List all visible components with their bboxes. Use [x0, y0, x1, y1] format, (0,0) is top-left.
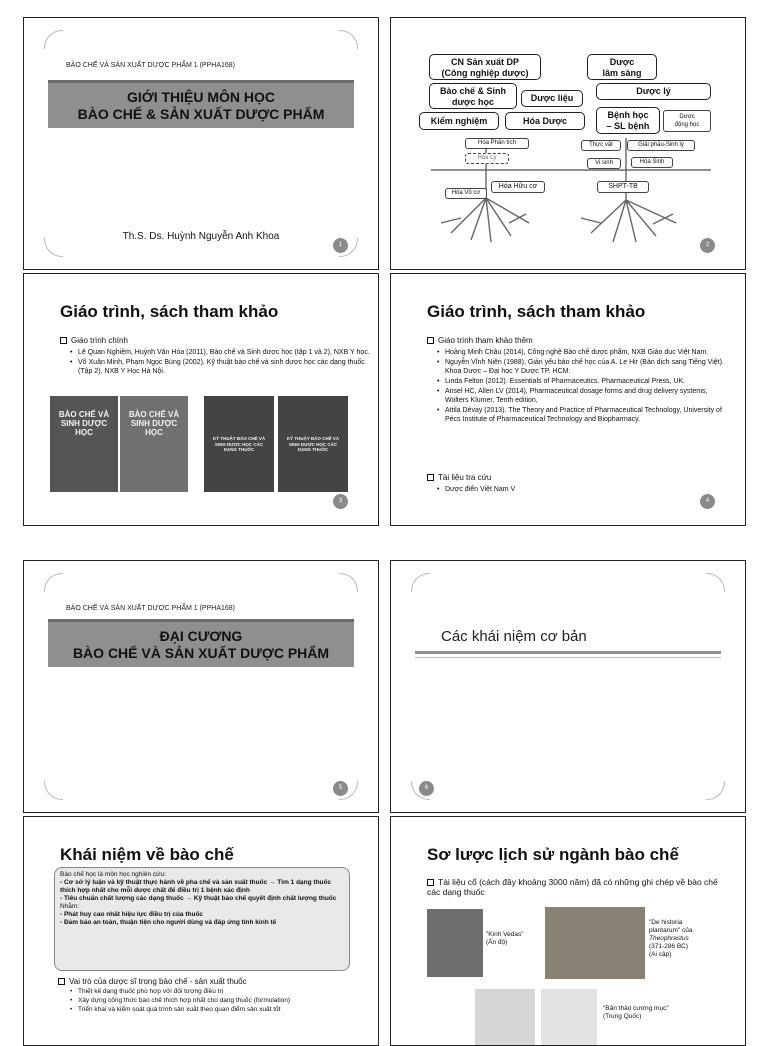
slide-3 [23, 273, 379, 526]
title-line-1: ĐẠI CƯƠNG [159, 628, 243, 644]
course-code: BÀO CHẾ VÀ SẢN XUẤT DƯỢC PHẨM 1 (PPHA168) [66, 62, 236, 69]
node-hoa-duoc: Hóa Dược [505, 112, 585, 130]
list-item: • Xây dựng công thức bào chế thích hợp nhất cho dạng thuốc (formulation) [70, 997, 360, 1005]
list-item: • Dược điển Việt Nam V [437, 485, 727, 494]
list-item: • Nguyễn Vĩnh Niên (1988), Giản yếu bào chế học của A. Le Hir (Bản dịch sang Tiếng Việt). Khoa Dược – Đại học Y Dược TP. HCM. [437, 358, 727, 376]
node-thuc-vat: Thực vật [581, 140, 621, 151]
section-heading: Vai trò của dược sĩ trong bào chế - sản xuất thuốc [58, 977, 247, 986]
author: Th.S. Ds. Huỳnh Nguyễn Anh Khoa [122, 231, 280, 242]
list-item: • Ansel HC, Allen LV (2014), Pharmaceutical dosage forms and drug delivery systems, Wolters Klumer, Tenth edition, [437, 387, 727, 405]
course-code: BÀO CHẾ VÀ SẢN XUẤT DƯỢC PHẨM 1 (PPHA168) [66, 605, 236, 612]
slide-title: Giáo trình, sách tham khảo [60, 302, 279, 321]
vedas-image [427, 909, 483, 977]
node-bao-che: Bào chế & Sinh dược học [429, 83, 517, 109]
book-cover-2: BÀO CHẾ VÀ SINH DƯỢC HỌC [120, 396, 188, 492]
title-line-2: BÀO CHẾ & SẢN XUẤT DƯỢC PHẨM [77, 106, 325, 122]
node-giai-phau: Giải phẫu-Sinh lý [627, 140, 695, 151]
node-duoc-ly: Dược lý [596, 83, 711, 100]
checkbox-bullet-icon [427, 337, 434, 344]
section-heading: Tài liệu tra cứu [427, 473, 491, 482]
slide-7 [23, 816, 379, 1046]
list-item: • Lê Quan Nghiệm, Huỳnh Văn Hóa (2011), Bào chế và Sinh dược học (tập 1 và 2), NXB Y học. [70, 348, 370, 357]
slide-1 [23, 17, 379, 270]
node-kiem-nghiem: Kiểm nghiệm [419, 112, 499, 130]
slide-5 [23, 560, 379, 813]
checkbox-bullet-icon [427, 879, 434, 886]
list-item: • Hoàng Minh Châu (2014), Công nghệ Bào chế dược phẩm, NXB Giáo dục Việt Nam. [437, 348, 727, 357]
slide-title-band [48, 622, 354, 667]
page-number: 6 [419, 781, 434, 796]
checkbox-bullet-icon [427, 474, 434, 481]
slide-8 [390, 816, 746, 1046]
list-item: • Linda Felton (2012). Essentials of Pharmaceutics. Pharmaceutical Press, UK. [437, 377, 727, 386]
list-item: • Thiết kế dạng thuốc phù hợp với đối tượng điều trị [70, 988, 360, 996]
node-duoc-lam-sang: Dược lâm sàng [587, 54, 657, 80]
node-duoc-dong-hoc: Dược động học [663, 110, 711, 132]
node-benh-hoc: Bệnh học – SL bệnh [596, 107, 660, 134]
node-hoa-ly: Hóa Lý [465, 153, 509, 164]
page-number: 3 [333, 494, 348, 509]
node-shpt-tb: SHPT-TB [597, 181, 649, 193]
reference-list [437, 348, 727, 425]
role-list [70, 988, 360, 1015]
ban-thao-image-1 [475, 989, 535, 1046]
book-cover-4: KỸ THUẬT BÀO CHẾ VÀ SINH DƯỢC HỌC CÁC DẠNG THUỐC [278, 396, 348, 492]
caption-de-historia: "De historia plantarum" của Theophrastus (371-286 BC) (Ai cập) [649, 919, 693, 958]
slide-title: Khái niệm về bào chế [60, 845, 234, 864]
book-cover-3: KỸ THUẬT BÀO CHẾ VÀ SINH DƯỢC HỌC CÁC DẠNG THUỐC [204, 396, 274, 492]
list-item: • Võ Xuân Minh, Phạm Ngọc Bùng (2002), Kỹ thuật bào chế và sinh dược học các dạng thuốc (Tập 2), NXB Y Học Hà Nội. [70, 358, 370, 376]
caption-ban-thao: "Bản thảo cương mục" (Trung Quốc) [603, 1005, 669, 1020]
checkbox-bullet-icon [58, 978, 65, 985]
slide-2 [390, 17, 746, 270]
reference-list [70, 348, 370, 377]
slide-6 [390, 560, 746, 813]
checkbox-bullet-icon [60, 337, 67, 344]
slide-title-band [48, 83, 354, 128]
node-vi-sinh: Vi sinh [587, 158, 621, 169]
page-number: 1 [333, 238, 348, 253]
title-underline [415, 651, 721, 654]
slide-title: Sơ lược lịch sử ngành bào chế [427, 845, 679, 864]
book-cover-1: BÀO CHẾ VÀ SINH DƯỢC HỌC [50, 396, 118, 492]
definition-box: Bào chế học là môn học nghiên cứu: - Cơ sở lý luận và kỹ thuật thực hành về pha chế và sản xuất thuốc → Tìm 1 dạng thuốc thích hợp nhất cho mỗi dược chất để điều trị 1 bệnh xác định - Tiêu chuẩn chất lượng các dạng thuốc → Kỹ thuật bào chế quyết định chất lượng thuốc Nhằm: - Phát huy cao nhất hiệu lực điều trị của thuốc - Đảm bảo an toàn, thuận tiện cho người dùng và đáp ứng tính kinh tế [54, 867, 350, 971]
page-number: 5 [333, 781, 348, 796]
node-hoa-phan-tich: Hóa Phân tích [465, 138, 529, 149]
title-line-1: GIỚI THIỆU MÔN HỌC [126, 89, 276, 105]
de-historia-image [545, 907, 645, 979]
section-heading: Giáo trình tham khảo thêm [427, 336, 533, 345]
slide-title: Giáo trình, sách tham khảo [427, 302, 646, 321]
section-heading: Giáo trình chính [60, 336, 128, 345]
node-hoa-sinh: Hóa Sinh [631, 157, 673, 168]
list-item: • Triển khai và kiểm soát quá trình sản xuất theo quan điểm sản xuất tốt [70, 1006, 360, 1014]
node-hoa-vo-co: Hóa Vô cơ [445, 188, 487, 199]
ban-thao-image-2 [541, 989, 597, 1046]
page-number: 4 [700, 494, 715, 509]
caption-vedas: "Kinh Vedas" (Ấn độ) [486, 931, 524, 946]
list-item: • Attila Dévay (2013). The Theory and Practice of Pharmaceutical Technology, University of Pécs Institute of Pharmaceutical Technology and Biopharmacy. [437, 406, 727, 424]
slide-title: Các khái niệm cơ bản [441, 628, 587, 645]
slide-4 [390, 273, 746, 526]
page-number: 2 [700, 238, 715, 253]
intro-text: Tài liệu cổ (cách đây khoảng 3000 năm) đã có những ghi chép về bào chế các dạng thuốc [427, 877, 718, 897]
reference-list-2 [437, 485, 727, 495]
node-cn-san-xuat: CN Sản xuất DP (Công nghiệp dược) [429, 54, 541, 80]
title-line-2: BÀO CHẾ VÀ SẢN XUẤT DƯỢC PHẨM [72, 645, 330, 661]
node-duoc-lieu: Dược liệu [521, 90, 583, 107]
node-hoa-huu-co: Hóa Hữu cơ [491, 181, 545, 193]
